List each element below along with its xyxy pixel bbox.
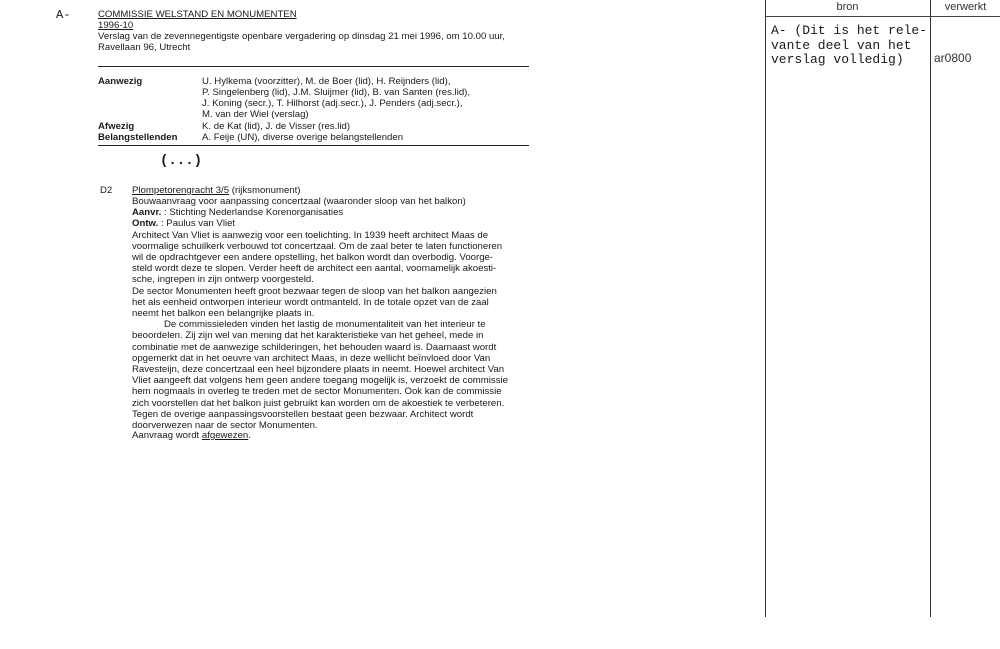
attendance-line: U. Hylkema (voorzitter), M. de Boer (lid), H. Reijnders (lid), bbox=[202, 76, 451, 87]
body-line: Tegen de overige aanpassingsvoorstellen bestaat geen bezwaar. Architect wordt bbox=[132, 408, 474, 420]
source-line: verslag volledig) bbox=[771, 52, 904, 67]
body-line: De sector Monumenten heeft groot bezwaar tegen de sloop van het balkon aangezien bbox=[132, 285, 497, 297]
body-line: wil de opdrachtgever een andere opstelling, het balkon wordt dan overbodig. Voorge- bbox=[132, 251, 494, 263]
item-address: Plompetorengracht 3/5 bbox=[132, 185, 230, 196]
absent-line: K. de Kat (lid), J. de Visser (res.lid) bbox=[202, 121, 351, 132]
body-line: hem nogmaals in overleg te treden met de sector Monumenten. Ook kan de commissie bbox=[132, 386, 502, 398]
body-line: sche, ingrepen in zijn ontwerp voorgesteld. bbox=[132, 274, 314, 286]
table-header-divider bbox=[765, 16, 1000, 17]
item-applicant bbox=[132, 207, 343, 218]
decision-value: afgewezen bbox=[201, 430, 249, 441]
item-decision bbox=[132, 430, 251, 441]
body-line: Architect Van Vliet is aanwezig voor een toelichting. In 1939 heeft architect Maas de bbox=[132, 229, 489, 241]
absent-label: Afwezig bbox=[98, 121, 135, 132]
attendance-line: M. van der Wiel (verslag) bbox=[202, 109, 309, 120]
item-code: D2 bbox=[100, 185, 113, 196]
column-header-source: bron bbox=[836, 1, 859, 13]
decision-suffix: . bbox=[248, 430, 251, 441]
meeting-location: Ravellaan 96, Utrecht bbox=[98, 42, 191, 53]
body-line: het als eenheid ontworpen interieur wordt ontmanteld. In de totale opzet van de zaal bbox=[132, 296, 489, 308]
item-status: (rijksmonument) bbox=[229, 185, 301, 196]
attendance-line: P. Singelenberg (lid), J.M. Sluijmer (lid), B. van Santen (res.lid), bbox=[202, 87, 471, 98]
designer-value: : Paulus van Vliet bbox=[158, 218, 236, 229]
attendance-line: J. Koning (secr.), T. Hilhorst (adj.secr.), J. Penders (adj.secr.), bbox=[202, 98, 463, 109]
item-heading bbox=[132, 185, 301, 196]
body-line: steld wordt deze te slopen. Verder heeft de architect een aantal, voornamelijk akoesti- bbox=[132, 263, 497, 275]
table-border-middle bbox=[930, 0, 931, 617]
item-request: Bouwaanvraag voor aanpassing concertzaal (waaronder sloop van het balkon) bbox=[132, 196, 466, 207]
item-designer bbox=[132, 218, 235, 229]
body-line: neemt het balkon een belangrijke plaats in. bbox=[132, 307, 315, 319]
body-line: voormalige schuilkerk verbouwd tot concertzaal. Om de zaal beter te laten functioneren bbox=[132, 240, 503, 252]
divider bbox=[98, 145, 529, 146]
document-title: COMMISSIE WELSTAND EN MONUMENTEN bbox=[98, 9, 297, 20]
divider bbox=[98, 66, 529, 67]
designer-label: Ontw. bbox=[132, 218, 159, 229]
decision-prefix: Aanvraag wordt bbox=[132, 430, 202, 441]
interested-label: Belangstellenden bbox=[98, 132, 178, 143]
body-line: combinatie met de aanwezige schilderingen, het behouden waard is. Daarnaast wordt bbox=[132, 341, 497, 353]
processed-code: ar0800 bbox=[934, 51, 972, 65]
attendance-label: Aanwezig bbox=[98, 76, 143, 87]
margin-mark: A- bbox=[56, 8, 71, 22]
meeting-line: Verslag van de zevennegentigste openbare vergadering op dinsdag 21 mei 1996, om 10.00 uur, bbox=[98, 31, 505, 42]
body-line: opgemerkt dat in het oeuvre van architect Maas, in deze wellicht beïnvloed door Van bbox=[132, 352, 491, 364]
body-line: Ravesteijn, deze concertzaal een heel bijzondere plaats in neemt. Hoewel architect Van bbox=[132, 363, 505, 375]
table-border-left bbox=[765, 0, 766, 617]
applicant-label: Aanvr. bbox=[132, 207, 162, 218]
interested-line: A. Feije (UN), diverse overige belangstellenden bbox=[202, 132, 404, 143]
body-line: zich voorstellen dat het balkon juist gebruikt kan worden om de akoestiek te verbeteren. bbox=[132, 397, 505, 409]
document-number: 1996-10 bbox=[98, 20, 134, 31]
body-line: De commissieleden vinden het lastig de monumentaliteit van het interieur te bbox=[132, 319, 486, 331]
body-line: beoordelen. Zij zijn wel van mening dat het karakteristieke van het geheel, mede in bbox=[132, 330, 484, 342]
source-line: vante deel van het bbox=[771, 37, 912, 53]
source-line: A- (Dit is het rele- bbox=[771, 23, 928, 38]
body-line: doorverwezen naar de sector Monumenten. bbox=[132, 419, 318, 431]
omission-marker: (...) bbox=[160, 153, 203, 169]
column-header-processed: verwerkt bbox=[944, 1, 987, 13]
body-line: Vliet aangeeft dat volgens hem geen andere toegang mogelijk is, verzoekt de commissie bbox=[132, 375, 508, 387]
applicant-value: : Stichting Nederlandse Korenorganisaties bbox=[161, 207, 344, 218]
